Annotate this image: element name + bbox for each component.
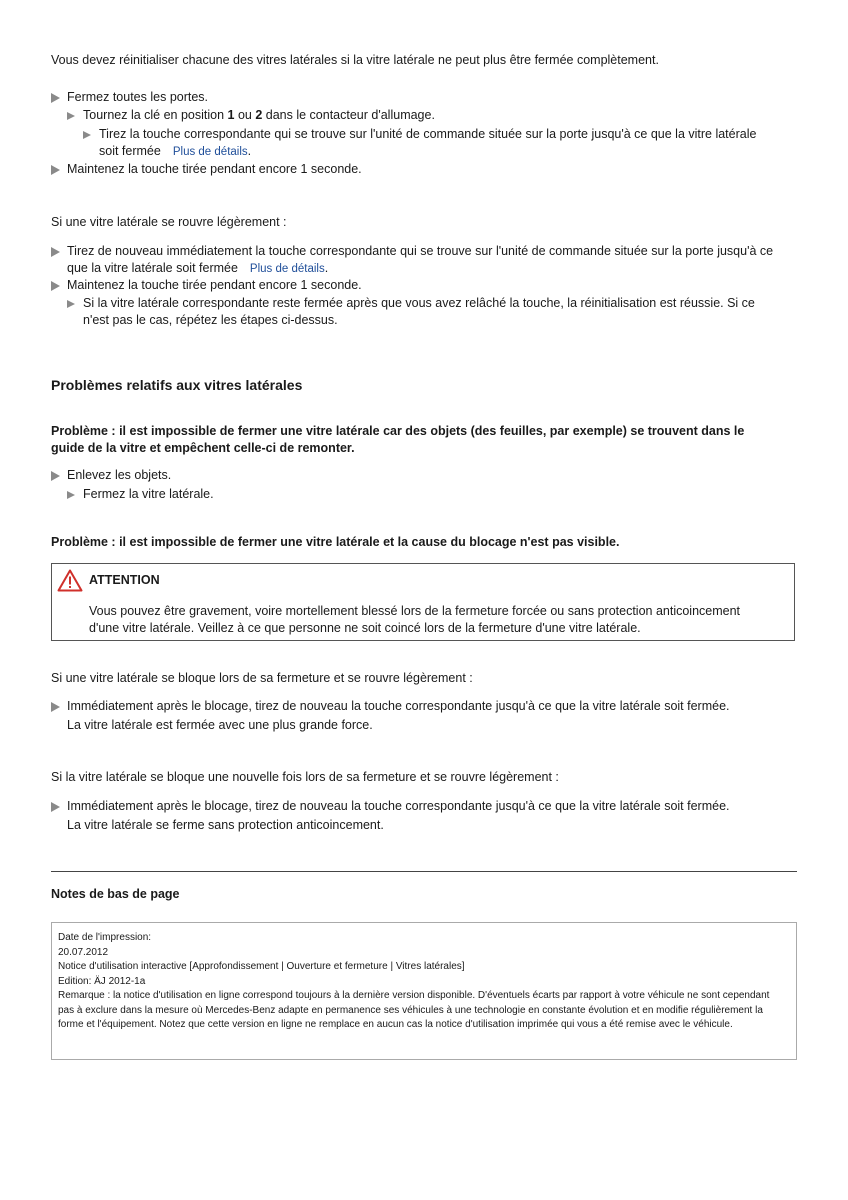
step-arrow-icon bbox=[51, 247, 60, 257]
more-details-link[interactable]: Plus de détails bbox=[249, 262, 325, 275]
step-close-window: Fermez la vitre latérale. bbox=[67, 486, 214, 503]
step-hold-switch: Maintenez la touche tirée pendant encore 1 seconde. bbox=[51, 161, 362, 178]
step-pull-switch: Tirez la touche correspondante qui se trouve sur l'unité de commande située sur la porte jusqu'à ce que la vitre latérale soit fermée Plus de détails. bbox=[83, 126, 797, 160]
manual-path: Notice d'utilisation interactive [Approfondissement | Ouverture et fermeture | Vitres latérales] bbox=[58, 961, 465, 972]
print-date-label: Date de l'impression: bbox=[58, 932, 152, 943]
print-date: 20.07.2012 bbox=[58, 946, 109, 958]
step-arrow-icon bbox=[51, 802, 60, 812]
block1-intro: Si une vitre latérale se bloque lors de sa fermeture et se rouvre légèrement : bbox=[51, 671, 473, 685]
section-title: Problèmes relatifs aux vitres latérales bbox=[51, 377, 303, 393]
step-turn-key: Tournez la clé en position 1 ou 2 dans le contacteur d'allumage. bbox=[67, 107, 435, 124]
step-pull-again: Tirez de nouveau immédiatement la touche correspondante qui se trouve sur l'unité de commande située sur la porte jusqu'à ce que la vitre latérale soit fermée Plus de détails. bbox=[51, 243, 797, 277]
step-arrow-icon bbox=[51, 165, 60, 175]
step-arrow-icon bbox=[51, 471, 60, 481]
step-arrow-icon bbox=[67, 112, 75, 120]
step-arrow-icon bbox=[51, 702, 60, 712]
step-arrow-icon bbox=[83, 131, 91, 139]
warning-text: Vous pouvez être gravement, voire mortellement blessé lors de la fermeture forcée ou sans protection anticoincement d'une vitre latérale. Veillez à ce que personne ne soit coincé lors de la fermeture d'une vitre latérale. bbox=[89, 604, 741, 635]
step-check-result: Si la vitre latérale correspondante reste fermée après que vous avez relâché la touche, la réinitialisation est réussie. Si ce n'est pas le cas, répétez les étapes ci-dessus. bbox=[67, 295, 797, 328]
step-close-doors: Fermez toutes les portes. bbox=[51, 89, 208, 106]
intro-text: Vous devez réinitialiser chacune des vitres latérales si la vitre latérale ne peut plus être fermée complètement. bbox=[51, 53, 659, 67]
block2-step: Immédiatement après le blocage, tirez de nouveau la touche correspondante jusqu'à ce que la vitre latérale soit fermée. La vitre latérale se ferme sans protection anticoincement. bbox=[51, 798, 797, 833]
warning-triangle-icon bbox=[57, 569, 83, 592]
warning-title: ATTENTION bbox=[89, 573, 160, 587]
problem2-heading: Problème : il est impossible de fermer une vitre latérale et la cause du blocage n'est pas visible. bbox=[51, 535, 620, 549]
step-arrow-icon bbox=[51, 281, 60, 291]
step-arrow-icon bbox=[51, 93, 60, 103]
warning-box bbox=[51, 563, 795, 641]
step-arrow-icon bbox=[67, 300, 75, 308]
divider bbox=[51, 871, 797, 872]
step-hold-again: Maintenez la touche tirée pendant encore 1 seconde. bbox=[51, 277, 362, 294]
block2-intro: Si la vitre latérale se bloque une nouvelle fois lors de sa fermeture et se rouvre légèrement : bbox=[51, 770, 559, 784]
more-details-link[interactable]: Plus de détails bbox=[172, 145, 248, 158]
reopen-intro: Si une vitre latérale se rouvre légèrement : bbox=[51, 215, 287, 229]
step-remove-objects: Enlevez les objets. bbox=[51, 467, 171, 484]
remark-text: Remarque : la notice d'utilisation en ligne correspond toujours à la dernière version disponible. D'éventuels écarts par rapport à votre véhicule ne sont cependant pas à exclure dans la mesure où Mercedes-Benz adapte en permanence ses véhicules à une technologie en constante évolution et en modifie régulièrement la forme et l'équipement. Notez que cette version en ligne ne remplace en aucun cas la notice d'utilisation imprimée qui vous a été remise avec le véhicule. bbox=[58, 990, 770, 1030]
footnotes-box bbox=[51, 922, 797, 1060]
block1-step: Immédiatement après le blocage, tirez de nouveau la touche correspondante jusqu'à ce que la vitre latérale soit fermée. La vitre latérale est fermée avec une plus grande force. bbox=[51, 698, 797, 733]
step-arrow-icon bbox=[67, 491, 75, 499]
footnotes-title: Notes de bas de page bbox=[51, 887, 180, 901]
edition: Edition: ÄJ 2012-1a bbox=[58, 975, 146, 987]
problem1-heading: Problème : il est impossible de fermer une vitre latérale car des objets (des feuilles, par exemple) se trouvent dans le guide de la vitre et empêchent celle-ci de remonter. bbox=[51, 424, 745, 455]
